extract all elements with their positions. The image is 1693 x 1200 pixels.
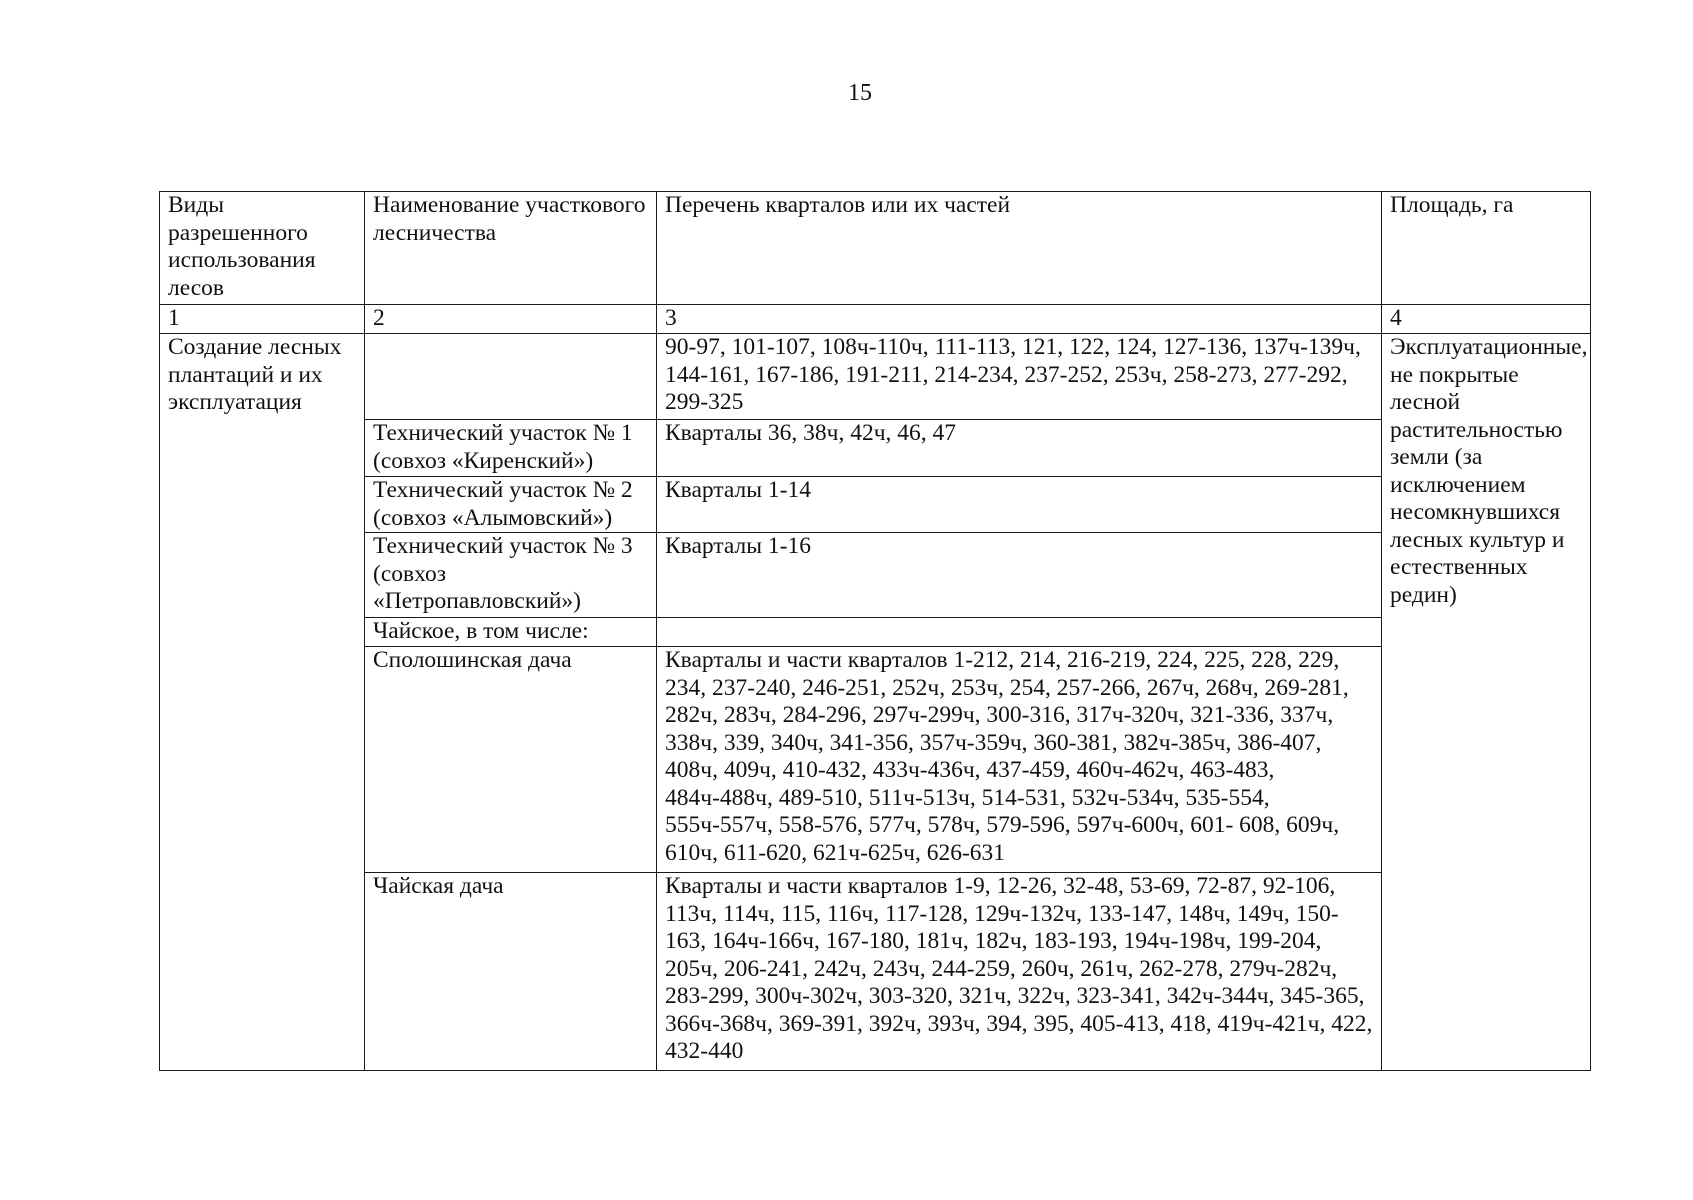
header-area: Площадь, га xyxy=(1382,192,1591,305)
table-row xyxy=(160,533,1591,618)
quarters-cell: Кварталы 1-14 xyxy=(657,477,1382,533)
forestry-cell: Технический участок № 3 (совхоз «Петропавловский») xyxy=(365,533,657,618)
header-quarters: Перечень кварталов или их частей xyxy=(657,192,1382,305)
quarters-cell: Кварталы 36, 38ч, 42ч, 46, 47 xyxy=(657,420,1382,477)
table-row xyxy=(160,334,1591,420)
table-row xyxy=(160,618,1591,647)
page-number: 15 xyxy=(848,80,872,106)
table-row xyxy=(160,873,1591,1071)
table-row xyxy=(160,647,1591,873)
table-row xyxy=(160,420,1591,477)
header-use-type: Виды разрешенного использования лесов xyxy=(160,192,365,305)
forest-use-table xyxy=(159,191,1591,1071)
quarters-cell: Кварталы и части кварталов 1-9, 12-26, 32-48, 53-69, 72-87, 92-106, 113ч, 114ч, 115, 116ч, 117-128, 129ч-132ч, 133-147, 148ч, 149ч, 150-163, 164ч-166ч, 167-180, 181ч, 182ч, 183-193, 194ч-198ч, 199-204, 205ч, 206-241, 242ч, 243ч, 244-259, 260ч, 261ч, 262-278, 279ч-282ч, 283-299, 300ч-302ч, 303-320, 321ч, 322ч, 323-341, 342ч-344ч, 345-365, 366ч-368ч, 369-391, 392ч, 393ч, 394, 395, 405-413, 418, 419ч-421ч, 422, 432-440 xyxy=(657,873,1382,1071)
use-type-cell: Создание лесных плантаций и их эксплуатация xyxy=(160,334,365,1071)
column-number: 3 xyxy=(657,305,1382,334)
column-number: 4 xyxy=(1382,305,1591,334)
forestry-cell: Технический участок № 2 (совхоз «Алымовский») xyxy=(365,477,657,533)
table-row xyxy=(160,477,1591,533)
column-number: 2 xyxy=(365,305,657,334)
forestry-cell: Чайское, в том числе: xyxy=(365,618,657,647)
forestry-cell: Сполошинская дача xyxy=(365,647,657,873)
quarters-cell: 90-97, 101-107, 108ч-110ч, 111-113, 121, 122, 124, 127-136, 137ч-139ч, 144-161, 167-186, 191-211, 214-234, 237-252, 253ч, 258-273, 277-292, 299-325 xyxy=(657,334,1382,420)
header-forestry: Наименование участкового лесничества xyxy=(365,192,657,305)
forestry-cell xyxy=(365,334,657,420)
quarters-cell xyxy=(657,618,1382,647)
area-cell: Эксплуатационные, не покрытые лесной растительностью земли (за исключением несомкнувшихся лесных культур и естественных редин) xyxy=(1382,334,1591,1071)
forestry-cell: Технический участок № 1 (совхоз «Киренский») xyxy=(365,420,657,477)
forestry-cell: Чайская дача xyxy=(365,873,657,1071)
column-number-row xyxy=(160,305,1591,334)
quarters-cell: Кварталы и части кварталов 1-212, 214, 216-219, 224, 225, 228, 229, 234, 237-240, 246-251, 252ч, 253ч, 254, 257-266, 267ч, 268ч, 269-281, 282ч, 283ч, 284-296, 297ч-299ч, 300-316, 317ч-320ч, 321-336, 337ч, 338ч, 339, 340ч, 341-356, 357ч-359ч, 360-381, 382ч-385ч, 386-407, 408ч, 409ч, 410-432, 433ч-436ч, 437-459, 460ч-462ч, 463-483, 484ч-488ч, 489-510, 511ч-513ч, 514-531, 532ч-534ч, 535-554, 555ч-557ч, 558-576, 577ч, 578ч, 579-596, 597ч-600ч, 601- 608, 609ч, 610ч, 611-620, 621ч-625ч, 626-631 xyxy=(657,647,1382,873)
quarters-cell: Кварталы 1-16 xyxy=(657,533,1382,618)
table-header-row xyxy=(160,192,1591,305)
column-number: 1 xyxy=(160,305,365,334)
